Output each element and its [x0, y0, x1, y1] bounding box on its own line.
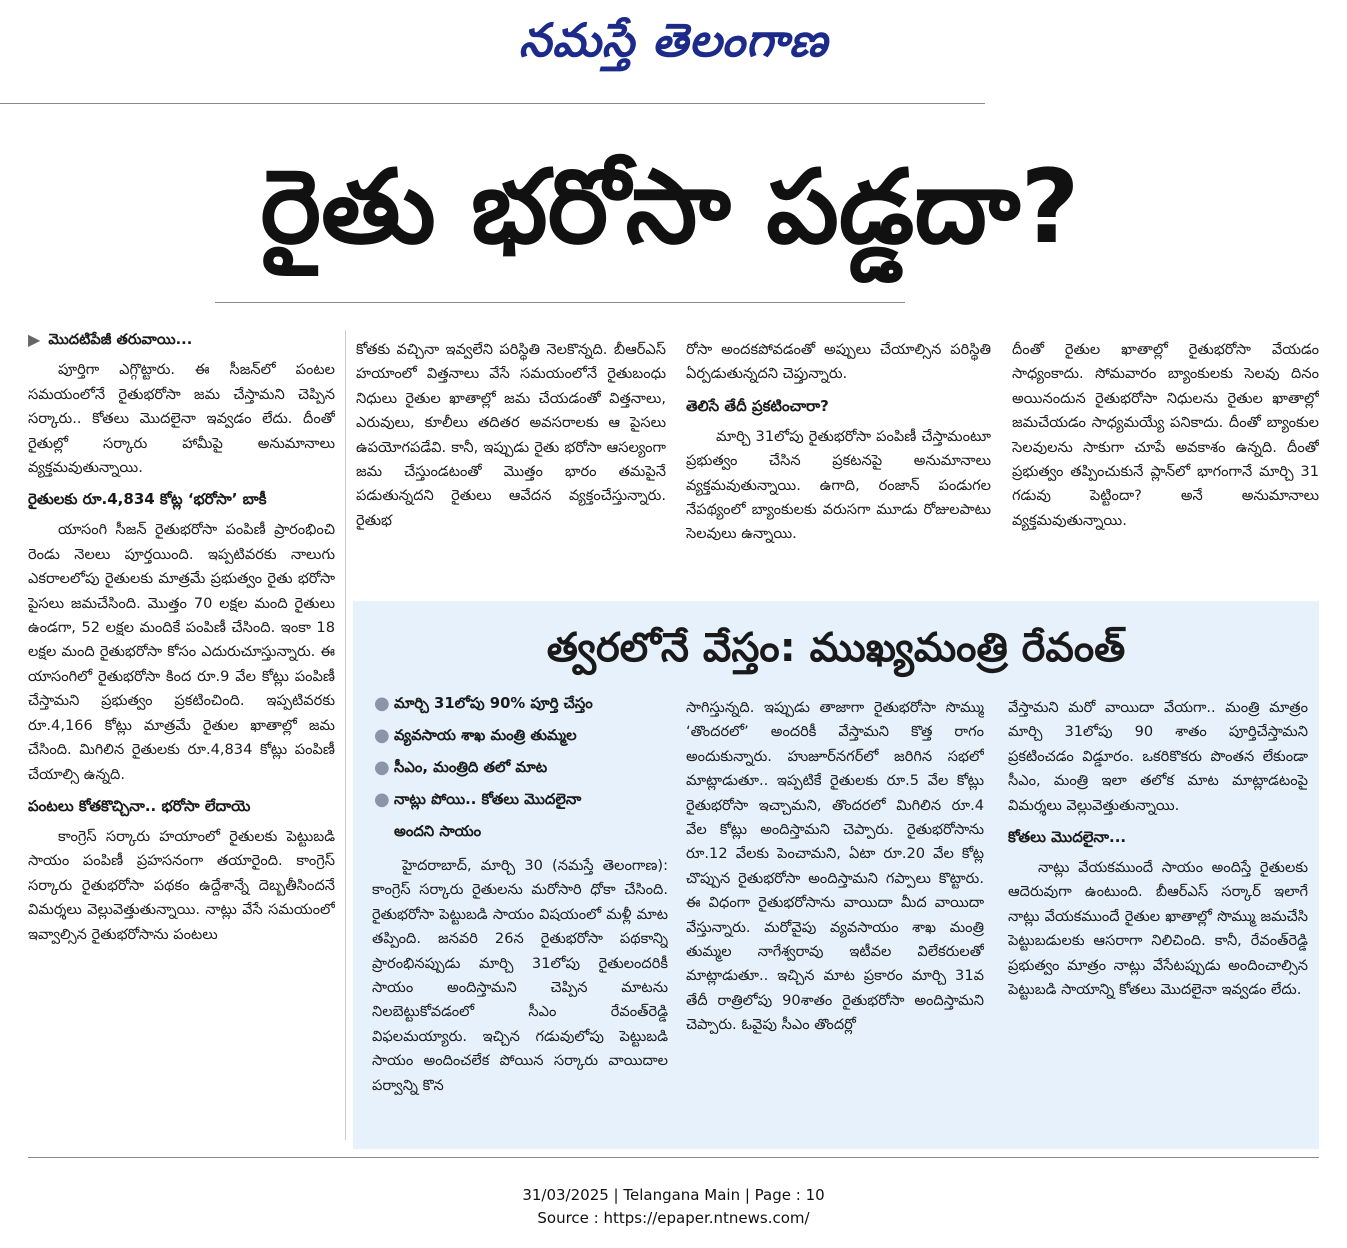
- footer-source: Source : https://epaper.ntnews.com/: [537, 1209, 810, 1227]
- bullet-list: [372, 688, 668, 848]
- box-column-1: [372, 688, 668, 1138]
- bullet-item: [372, 688, 668, 720]
- footer-date-edition: 31/03/2025 | Telangana Main | Page : 10: [522, 1186, 825, 1204]
- box-title: త్వరలోనే వేస్తం: ముఖ్యమంత్రి రేవంత్: [546, 625, 1126, 671]
- article-column-2: [356, 338, 666, 590]
- bullet-dot-icon: ●: [374, 693, 390, 714]
- subheading: తెలిసే తేదీ ప్రకటించారా?: [686, 396, 829, 415]
- article-column-4: [1012, 338, 1319, 590]
- masthead-rule: [0, 103, 985, 104]
- bullet-dot-icon: ●: [374, 789, 390, 810]
- paragraph: వేస్తామని మరో వాయిదా వేయగా.. మంత్రి మాత్రం మార్చి 31లోపు 90 శాతం పూర్తిచేస్తామని ప్రకటించడం విడ్డూరం. ఒకరికొకరు పొంతన లేకుండా సీఎం, మంత్రి ఇలా తలోక మాట మాట్లాడటంపై విమర్శలు వెల్లువెత్తుతున్నాయి.: [1008, 699, 1308, 814]
- bullet-text: సీఎం, మంత్రిది తలో మాట: [394, 759, 548, 776]
- column-divider: [345, 330, 346, 1140]
- subheading: రైతులకు రూ.4,834 కోట్ల ‘భరోసా’ బాకీ: [28, 490, 267, 509]
- arrow-right-icon: ▶: [28, 330, 41, 349]
- paragraph: హైదరాబాద్, మార్చి 30 (నమస్తే తెలంగాణ): కాంగ్రెస్ సర్కారు రైతులను మరోసారి ధోకా చేసింది. రైతుభరోసా పెట్టుబడి సాయం విషయంలో మళ్లీ మాట తప్పింది. జనవరి 26న రైతుభరోసా పథకాన్ని ప్రారంభినప్పుడు మార్చి 31లోపు రైతులందరికీ సాయం అందిస్తామని చెప్పిన మాటను నిలబెట్టుకోవడంలో సీఎం రేవంత్‌రెడ్డి విఫలమయ్యారు. ఇచ్చిన గడువులోపు పెట్టుబడి సాయం అందించలేక పోయిన సర్కారు వాయిదాల పర్వాన్ని కొన: [372, 857, 668, 1094]
- bullet-item: [372, 784, 668, 848]
- headline: రైతు భరోసా పడ్డదా?: [260, 148, 1080, 267]
- bullet-item: [372, 752, 668, 784]
- headline-rule: [215, 302, 905, 303]
- subheading: పంటలు కోతకొచ్చినా.. భరోసా లేదాయె: [28, 796, 251, 815]
- paragraph: మార్చి 31లోపు రైతుభరోసా పంపిణీ చేస్తామంటూ ప్రభుత్వం చేసిన ప్రకటనపై అనుమానాలు వ్యక్తమవుతున్నాయి. ఉగాది, రంజాన్ పండుగల నేపథ్యంలో బ్యాంకులకు వరుసగా మూడు రోజులపాటు సెలవులు ఉన్నాయి.: [686, 427, 991, 543]
- paragraph: రోసా అందకపోవడంతో అప్పులు చేయాల్సిన పరిస్థితి ఏర్పడుతున్నదని చెప్తున్నారు.: [686, 341, 991, 383]
- bullet-dot-icon: ●: [374, 757, 390, 778]
- bullet-text: మార్చి 31లోపు 90% పూర్తి చేస్తం: [394, 695, 593, 712]
- masthead-logo: నమస్తే తెలంగాణ: [518, 13, 829, 67]
- article-column-1: [28, 328, 335, 1138]
- paragraph: నాట్లు వేయకముందే సాయం అందిస్తే రైతులకు ఆదెరువుగా ఉంటుంది. బీఆర్‌ఎస్ సర్కార్ ఇలాగే నాట్లు వేయకముందే రైతుల ఖాతాల్లో సొమ్ము జమచేసి పెట్టుబడులకు ఆసరాగా నిలిచింది. కానీ, రేవంత్‌రెడ్డి ప్రభుత్వం మాత్రం నాట్లు వేసేటప్పుడు అందించాల్సిన పెట్టుబడి సాయాన్ని కోతలు మొదలైనా ఇవ్వడం లేదు.: [1008, 859, 1308, 999]
- bullet-text-continued: అందని సాయం: [394, 823, 482, 840]
- paragraph: యాసంగి సీజన్ రైతుభరోసా పంపిణీ ప్రారంభించి రెండు నెలలు పూర్తయింది. ఇప్పటివరకు నాలుగు ఎకరాలలోపు రైతులకు మాత్రమే ప్రభుత్వం రైతు భరోసా పైసలు జమచేసింది. మొత్తం 70 లక్షల మంది రైతులు ఉండగా, 52 లక్షల మందికే పంపిణీ చేసింది. ఇంకా 18 లక్షల మంది రైతుభరోసా కోసం ఎదురుచూస్తున్నారు. ఈ యాసంగిలో రైతుభరోసా కింద రూ.9 వేల కోట్లు పంపిణీ చేస్తామని ప్రభుత్వం ప్రకటించింది. ఇప్పటివరకు రూ.4,166 కోట్లు మాత్రమే రైతుల ఖాతాల్లో జమ చేసింది. మిగిలిన రైతులకు రూ.4,834 కోట్లు పంపిణీ చేయాల్సి ఉన్నది.: [28, 521, 335, 783]
- paragraph: పూర్తిగా ఎగ్గొట్టారు. ఈ సీజన్‌లో పంటల సమయంలోనే రైతుభరోసా జమ చేస్తామని చెప్పిన సర్కారు.. కోతలు మొదలైనా ఇవ్వడం లేదు. దీంతో రైతుల్లో సర్కారు హామీపై అనుమానాలు వ్యక్తమవుతున్నాయి.: [28, 361, 335, 477]
- bullet-dot-icon: ●: [374, 725, 390, 746]
- kicker-text: మొదటిపేజీ తరువాయి...: [48, 331, 193, 348]
- paragraph: సాగిస్తున్నది. ఇప్పుడు తాజాగా రైతుభరోసా సొమ్ము ‘తొందరలో’ అందరికీ వేస్తామని కొత్త రాగం అందుకున్నారు. హుజూర్‌నగర్‌లో జరిగిన సభలో మాట్లాడుతూ.. ఇప్పటికే రైతులకు రూ.5 వేల కోట్లు రైతుభరోసా ఇచ్చామని, తొందరలో మిగిలిన రూ.4 వేల కోట్లు అందిస్తామని చెప్పారు. రైతుభరోసాను రూ.12 వేలకు పెంచామని, ఏటా రూ.20 వేల కోట్ల చొప్పున రైతుభరోసా అందిస్తామని గప్పాలు కొట్టారు. ఈ విధంగా రైతుభరోసాను వాయిదా మీద వాయిదా వేస్తున్నారు. మరోవైపు వ్యవసాయం శాఖ మంత్రి తుమ్మల నాగేశ్వరావు ఇటీవల విలేకరులతో మాట్లాడుతూ.. ఇచ్చిన మాట ప్రకారం మార్చి 31వ తేదీ రాత్రిలోపు 90శాతం రైతుభరోసా అందిస్తామని చెప్పారు. ఓవైపు సీఎం తొందర్లో: [686, 699, 984, 1034]
- bullet-text: వ్యవసాయ శాఖ మంత్రి తుమ్మల: [394, 727, 577, 744]
- continuation-kicker: [28, 328, 335, 352]
- bullet-item: [372, 720, 668, 752]
- paragraph: దీంతో రైతుల ఖాతాల్లో రైతుభరోసా వేయడం సాధ్యంకాదు. సోమవారం బ్యాంకులకు సెలవు దినం అయినందున రైతుభరోసా నిధులను రైతుల ఖాతాల్లో జమచేయడం సాధ్యమయ్యే పనికాదు. దీంతో బ్యాంకుల సెలవులను సాకుగా చూపే అవకాశం ఉన్నది. దీంతో ప్రభుత్వం తప్పించుకునే ప్లాన్‌లో భాగంగానే మార్చి 31 గడువు పెట్టిందా? అనే అనుమానాలు వ్యక్తమవుతున్నాయి.: [1012, 341, 1319, 529]
- subheading: కోతలు మొదలైనా...: [1008, 828, 1127, 847]
- bottom-rule: [28, 1157, 1319, 1158]
- bullet-text: నాట్లు పోయి.. కోతలు మొదలైనా: [394, 791, 582, 808]
- box-column-3: [1008, 696, 1308, 1138]
- box-column-2: [686, 696, 984, 1138]
- article-column-3: [686, 338, 991, 590]
- paragraph: కోతకు వచ్చినా ఇవ్వలేని పరిస్థితి నెలకొన్నది. బీఆర్‌ఎస్ హయాంలో విత్తనాలు వేసే సమయంలోనే రైతుబంధు నిధులు రైతుల ఖాతాల్లో జమ చేయడంతో విత్తనాలు, ఎరువులు, కూలీలు తదితర అవసరాలకు ఆ పైసలు ఉపయోగపడేవి. కానీ, ఇప్పుడు రైతు భరోసా ఆసల్యంగా జమ చేస్తుండటంతో మొత్తం భారం తమపైనే పడుతున్నదని రైతులు ఆవేదన వ్యక్తంచేస్తున్నారు. రైతుభ: [356, 341, 666, 529]
- paragraph: కాంగ్రెస్ సర్కారు హయాంలో రైతులకు పెట్టుబడి సాయం పంపిణీ ప్రహసనంగా తయారైంది. కాంగ్రెస్ సర్కారు రైతుభరోసా పథకం ఉద్దేశాన్నే దెబ్బతీసిందనే విమర్శలు వెల్లువెత్తుతున్నాయి. నాట్లు వేసే సమయంలో ఇవ్వాల్సిన రైతుభరోసాను పంటలు: [28, 827, 335, 943]
